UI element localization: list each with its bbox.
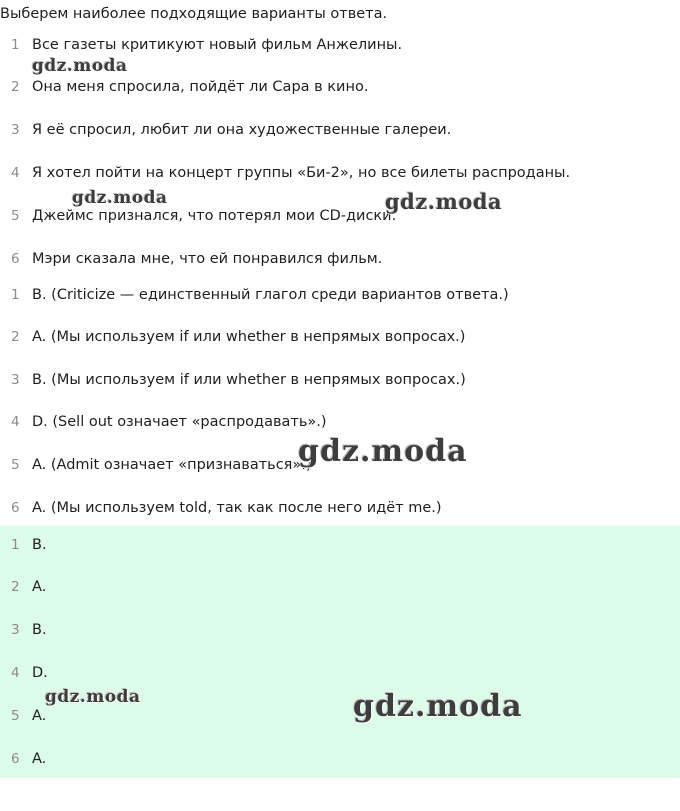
item-text: Джеймс признался, что потерял мои CD-диски. <box>32 208 397 224</box>
item-text: A. <box>32 751 47 767</box>
intro-text: Выберем наиболее подходящие варианты ответа. <box>0 6 388 22</box>
item-text: D. (Sell out означает «распродавать».) <box>32 414 327 430</box>
item-text: A. <box>32 579 47 595</box>
item-number: 6 <box>11 751 20 767</box>
item-number: 4 <box>11 165 20 181</box>
watermark: gdz.moda <box>385 189 503 214</box>
item-number: 3 <box>11 372 20 388</box>
item-number: 3 <box>11 622 20 638</box>
watermark: gdz.moda <box>298 434 468 469</box>
item-number: 1 <box>11 37 20 53</box>
item-number: 4 <box>11 414 20 430</box>
item-text: B. <box>32 622 47 638</box>
item-text: D. <box>32 665 48 681</box>
item-text: Все газеты критикуют новый фильм Анжелины. <box>32 37 403 53</box>
item-number: 5 <box>11 457 20 473</box>
item-text: Она меня спросила, пойдёт ли Сара в кино. <box>32 79 369 95</box>
item-number: 2 <box>11 579 20 595</box>
watermark: gdz.moda <box>32 56 128 76</box>
item-number: 6 <box>11 500 20 516</box>
item-text: Я хотел пойти на концерт группы «Би-2», но все билеты распроданы. <box>32 165 571 181</box>
item-text: A. (Мы используем if или whether в непрямых вопросах.) <box>32 329 466 345</box>
item-number: 2 <box>11 79 20 95</box>
item-text: A. (Admit означает «признаваться».) <box>32 457 312 473</box>
item-text: B. <box>32 537 47 553</box>
watermark: gdz.moda <box>45 687 141 707</box>
item-number: 2 <box>11 329 20 345</box>
item-number: 6 <box>11 251 20 267</box>
item-number: 1 <box>11 287 20 303</box>
item-number: 5 <box>11 208 20 224</box>
item-text: Мэри сказала мне, что ей понравился фильм. <box>32 251 383 267</box>
answers-panel <box>0 526 680 778</box>
item-number: 5 <box>11 708 20 724</box>
watermark: gdz.moda <box>353 689 523 724</box>
item-text: Я её спросил, любит ли она художественные галереи. <box>32 122 452 138</box>
item-text: A. <box>32 708 47 724</box>
item-number: 3 <box>11 122 20 138</box>
watermark: gdz.moda <box>72 188 168 208</box>
item-text: A. (Мы используем told, так как после него идёт me.) <box>32 500 442 516</box>
item-number: 1 <box>11 537 20 553</box>
item-text: B. (Criticize — единственный глагол среди вариантов ответа.) <box>32 287 509 303</box>
item-text: B. (Мы используем if или whether в непрямых вопросах.) <box>32 372 466 388</box>
item-number: 4 <box>11 665 20 681</box>
